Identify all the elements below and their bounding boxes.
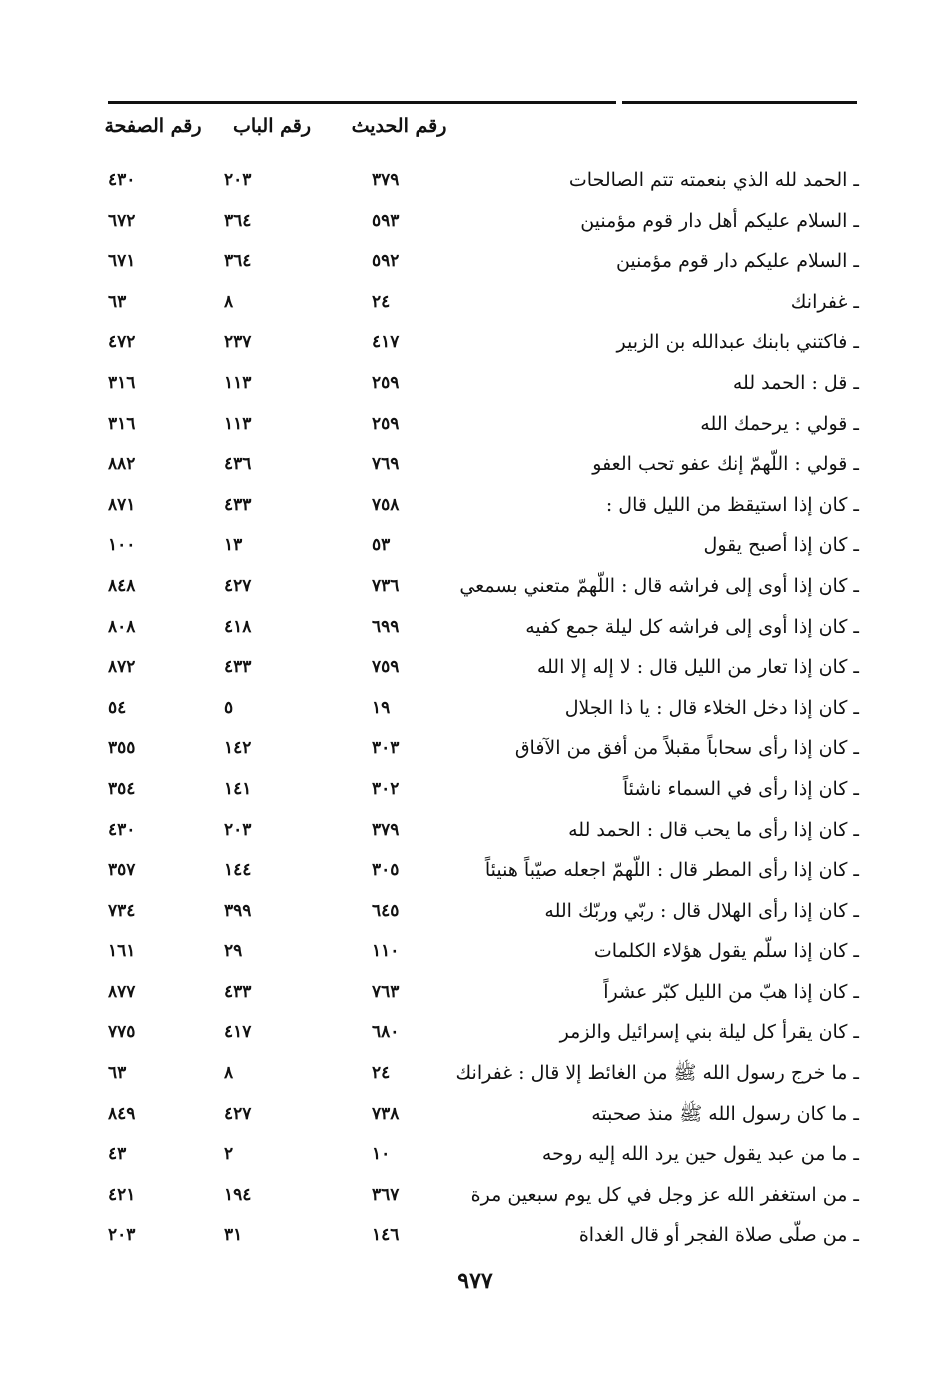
page-ref: ٧٧٥ bbox=[108, 1022, 136, 1043]
hadith-number: ٢٤ bbox=[372, 291, 391, 312]
chapter-number: ٢٠٣ bbox=[224, 819, 252, 840]
chapter-number: ١٤٤ bbox=[224, 860, 252, 881]
page-ref: ٦٧١ bbox=[108, 251, 136, 272]
hadith-number: ٣٧٩ bbox=[372, 170, 400, 190]
page-ref: ٨٤٩ bbox=[108, 1103, 136, 1124]
page-ref: ٦٣ bbox=[108, 1063, 127, 1084]
hadith-number: ٦٩٩ bbox=[372, 616, 400, 637]
entry-text: ـ كان إذا أوى إلى فراشه قال : اللّهمّ متعني بسمعي bbox=[459, 574, 859, 597]
table-row bbox=[0, 1175, 947, 1216]
chapter-number: ٤٣٣ bbox=[224, 981, 252, 1002]
table-row bbox=[0, 404, 947, 445]
hadith-number: ٧٦٩ bbox=[372, 454, 400, 475]
entry-text: ـ كان إذا رأى في السماء ناشئاً bbox=[622, 777, 859, 800]
page-ref: ٤٣٠ bbox=[108, 170, 136, 190]
chapter-number: ٤٣٣ bbox=[224, 494, 252, 515]
entry-text: ـ قل : الحمد لله bbox=[732, 371, 859, 394]
hadith-number: ٥٣ bbox=[372, 535, 391, 556]
entry-text: ـ قولي : اللّهمّ إنك عفو تحب العفو bbox=[592, 453, 859, 476]
table-row bbox=[0, 769, 947, 810]
hadith-number: ٣٧٩ bbox=[372, 819, 400, 840]
chapter-number: ١١٣ bbox=[224, 413, 252, 434]
table-row bbox=[0, 201, 947, 242]
hadith-number: ٧٣٨ bbox=[372, 1103, 400, 1124]
hadith-number: ٥٩٢ bbox=[372, 251, 400, 272]
hadith-number: ١٤٦ bbox=[372, 1225, 400, 1246]
chapter-number: ٢٩ bbox=[224, 941, 243, 962]
chapter-number: ٢٣٧ bbox=[224, 332, 252, 353]
table-row bbox=[0, 485, 947, 526]
hadith-number: ٢٥٩ bbox=[372, 413, 400, 434]
entry-text: ـ فاكتني بابنك عبدالله بن الزبير bbox=[616, 331, 859, 354]
entry-text: ـ كان يقرأ كل ليلة بني إسرائيل والزمر bbox=[559, 1021, 859, 1044]
table-row bbox=[0, 525, 947, 566]
chapter-number: ٢ bbox=[224, 1144, 234, 1165]
entry-text: ـ كان إذا تعار من الليل قال : لا إله إلا الله bbox=[536, 656, 859, 679]
chapter-number: ٣١ bbox=[224, 1225, 243, 1246]
page-ref: ٤٧٢ bbox=[108, 332, 136, 353]
hadith-number: ٢٥٩ bbox=[372, 372, 400, 393]
entry-text: ـ كان إذا رأى الهلال قال : ربّي وربّك الله bbox=[544, 899, 859, 922]
entry-text: ـ من استغفر الله عز وجل في كل يوم سبعين مرة bbox=[470, 1183, 859, 1206]
page-ref: ٤٣ bbox=[108, 1144, 127, 1165]
hadith-number: ٥٩٣ bbox=[372, 210, 400, 231]
hadith-number: ٧٥٩ bbox=[372, 657, 400, 678]
header-rule-left bbox=[108, 101, 616, 104]
entry-text: ـ كان إذا استيقظ من الليل قال : bbox=[605, 493, 859, 516]
hadith-number: ٢٤ bbox=[372, 1063, 391, 1084]
table-row bbox=[0, 972, 947, 1013]
chapter-number: ٤٢٧ bbox=[224, 1103, 252, 1124]
hadith-number: ٣٠٢ bbox=[372, 778, 400, 799]
page-ref: ٣٥٤ bbox=[108, 778, 136, 799]
page-ref: ٨٨٢ bbox=[108, 454, 136, 475]
chapter-number: ١٩٤ bbox=[224, 1184, 252, 1205]
page-ref: ٨٤٨ bbox=[108, 575, 136, 596]
page-ref: ٣٥٥ bbox=[108, 738, 136, 759]
page-ref: ١٠٠ bbox=[108, 535, 136, 556]
entry-text: ـ كان إذا رأى ما يحب قال : الحمد لله bbox=[568, 818, 859, 841]
entry-text: ـ كان إذا هبّ من الليل كبّر عشراً bbox=[603, 980, 859, 1003]
table-row bbox=[0, 1094, 947, 1135]
page-ref: ٣٥٧ bbox=[108, 860, 136, 881]
table-row bbox=[0, 1053, 947, 1094]
header-rule-right bbox=[622, 101, 857, 104]
page-ref: ٣١٦ bbox=[108, 413, 136, 434]
chapter-number: ١٤٢ bbox=[224, 738, 252, 759]
chapter-number: ٨ bbox=[224, 1063, 234, 1084]
chapter-number: ٨ bbox=[224, 291, 234, 312]
table-row bbox=[0, 728, 947, 769]
entry-text: ـ السلام عليكم أهل دار قوم مؤمنين bbox=[580, 209, 859, 232]
page-ref: ٨٠٨ bbox=[108, 616, 136, 637]
chapter-number: ٣٩٩ bbox=[224, 900, 252, 921]
table-row bbox=[0, 322, 947, 363]
table-row bbox=[0, 647, 947, 688]
hadith-number: ٣٠٥ bbox=[372, 860, 400, 881]
hadith-number: ٧٦٣ bbox=[372, 981, 400, 1002]
entry-text: ـ السلام عليكم دار قوم مؤمنين bbox=[615, 250, 859, 273]
page-ref: ٦٧٢ bbox=[108, 210, 136, 231]
entry-text: ـ غفرانك bbox=[790, 290, 859, 313]
hadith-number: ٤١٧ bbox=[372, 332, 400, 353]
hadith-number: ١٠ bbox=[372, 1144, 391, 1165]
entry-text: ـ قولي : يرحمك الله bbox=[700, 412, 859, 435]
hadith-number: ٧٥٨ bbox=[372, 494, 400, 515]
table-header bbox=[0, 109, 947, 145]
page-ref: ٦٣ bbox=[108, 291, 127, 312]
hadith-number: ٧٣٦ bbox=[372, 575, 400, 596]
entry-text: ـ كان إذا دخل الخلاء قال : يا ذا الجلال bbox=[564, 696, 859, 719]
hadith-number: ٣٠٣ bbox=[372, 738, 400, 759]
hadith-number: ٦٤٥ bbox=[372, 900, 400, 921]
table-row bbox=[0, 241, 947, 282]
hadith-number: ٣٦٧ bbox=[372, 1184, 400, 1205]
page-ref: ٤٣٠ bbox=[108, 819, 136, 840]
page-ref: ٥٤ bbox=[108, 697, 127, 718]
chapter-number: ٤١٨ bbox=[224, 616, 252, 637]
entry-text: ـ من صلّى صلاة الفجر أو قال الغداة bbox=[578, 1224, 859, 1247]
chapter-number: ١٤١ bbox=[224, 778, 252, 799]
hadith-number: ٦٨٠ bbox=[372, 1022, 400, 1043]
page-ref: ٧٣٤ bbox=[108, 900, 136, 921]
entry-text: ـ كان إذا أوى إلى فراشه كل ليلة جمع كفيه bbox=[525, 615, 859, 638]
table-row bbox=[0, 891, 947, 932]
table-row bbox=[0, 160, 947, 201]
chapter-number: ٤٣٣ bbox=[224, 657, 252, 678]
chapter-number: ٤٣٦ bbox=[224, 454, 252, 475]
table-row bbox=[0, 850, 947, 891]
table-row bbox=[0, 810, 947, 851]
table-row bbox=[0, 1134, 947, 1175]
chapter-number: ١١٣ bbox=[224, 372, 252, 393]
hadith-number: ١١٠ bbox=[372, 941, 400, 962]
page-ref: ١٦١ bbox=[108, 941, 136, 962]
table-row bbox=[0, 363, 947, 404]
chapter-number: ٣٦٤ bbox=[224, 210, 252, 231]
entry-text: ـ الحمد لله الذي بنعمته تتم الصالحات bbox=[568, 169, 859, 191]
chapter-number: ٤١٧ bbox=[224, 1022, 252, 1043]
page-ref: ٤٢١ bbox=[108, 1184, 136, 1205]
table-row bbox=[0, 282, 947, 323]
page-ref: ٢٠٣ bbox=[108, 1225, 136, 1246]
table-row bbox=[0, 688, 947, 729]
entry-text: ـ كان إذا رأى المطر قال : اللّهمّ اجعله صيّباً هنيئاً bbox=[484, 859, 859, 882]
chapter-number: ٥ bbox=[224, 697, 234, 718]
page-ref: ٣١٦ bbox=[108, 372, 136, 393]
entry-text: ـ ما خرج رسول الله ﷺ من الغائط إلا قال : غفرانك bbox=[455, 1062, 859, 1085]
chapter-number: ٤٢٧ bbox=[224, 575, 252, 596]
page-ref: ٨٧١ bbox=[108, 494, 136, 515]
table-row bbox=[0, 1012, 947, 1053]
table-row bbox=[0, 931, 947, 972]
table-row bbox=[0, 566, 947, 607]
page-ref: ٨٧٧ bbox=[108, 981, 136, 1002]
entry-text: ـ كان إذا رأى سحاباً مقبلاً من أفق من الآفاق bbox=[514, 737, 859, 760]
hadith-number: ١٩ bbox=[372, 697, 391, 718]
table-row bbox=[0, 1215, 947, 1256]
chapter-number-header: رقم الباب bbox=[233, 115, 311, 137]
chapter-number: ٢٠٣ bbox=[224, 170, 252, 190]
chapter-number: ١٣ bbox=[224, 535, 243, 556]
page-ref: ٨٧٢ bbox=[108, 657, 136, 678]
table-row bbox=[0, 444, 947, 485]
entry-text: ـ ما كان رسول الله ﷺ منذ صحبته bbox=[591, 1102, 859, 1125]
index-table bbox=[0, 160, 947, 1256]
entry-text: ـ كان إذا سلّم يقول هؤلاء الكلمات bbox=[593, 940, 859, 963]
hadith-number-header: رقم الحديث bbox=[351, 115, 447, 137]
entry-text: ـ ما من عبد يقول حين يرد الله إليه روحه bbox=[541, 1143, 859, 1166]
chapter-number: ٣٦٤ bbox=[224, 251, 252, 272]
page-number-header: رقم الصفحة bbox=[104, 115, 202, 137]
page-number: ٩٧٧ bbox=[457, 1268, 493, 1294]
entry-text: ـ كان إذا أصبح يقول bbox=[703, 534, 859, 557]
table-row bbox=[0, 607, 947, 648]
